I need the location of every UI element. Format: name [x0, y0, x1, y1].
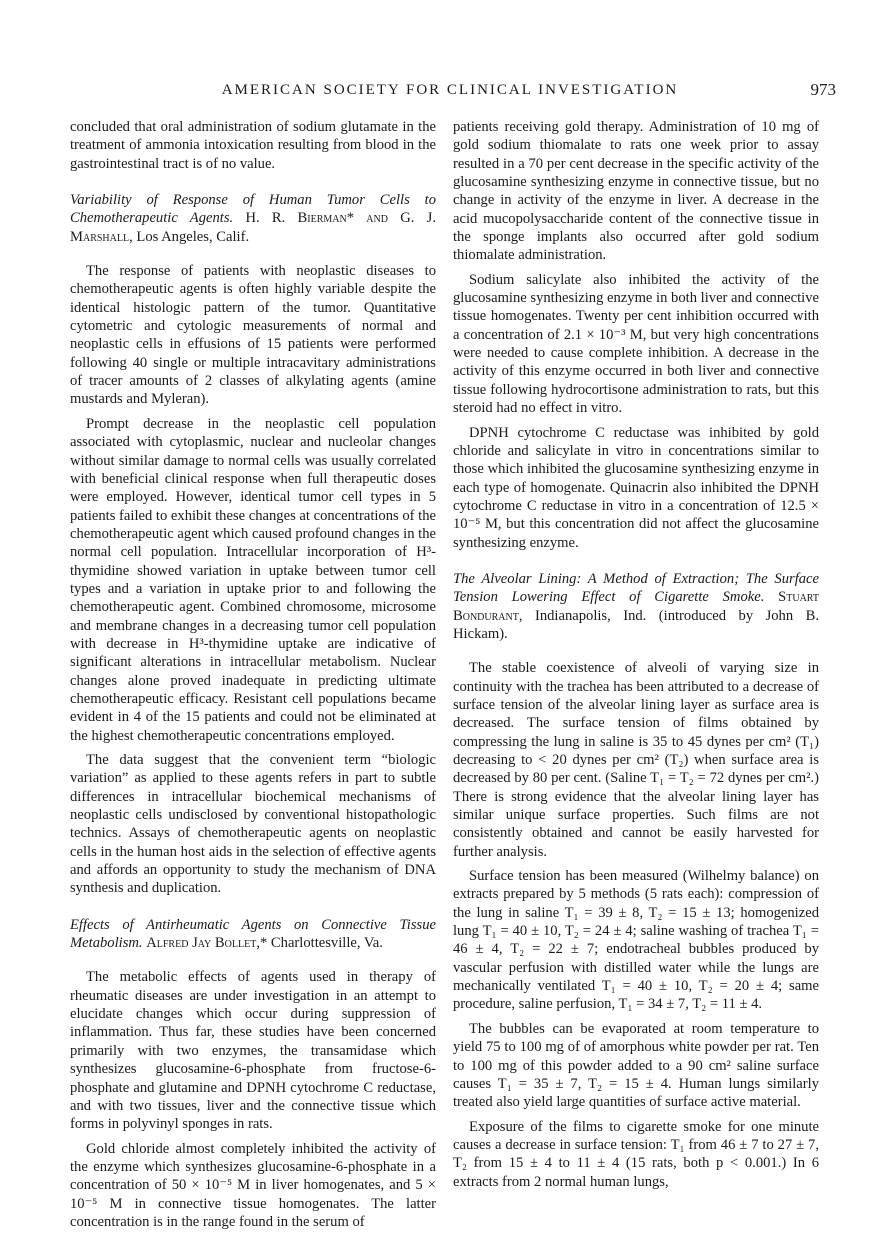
- abstract-heading: [453, 570, 819, 643]
- journal-title: AMERICAN SOCIETY FOR CLINICAL INVESTIGATION: [221, 82, 679, 98]
- paragraph: concluded that oral administration of sodium glutamate in the treatment of ammonia intoxication resulting from blood in the gastrointestinal tract is of no value.: [70, 119, 436, 172]
- paragraph: Exposure of the films to cigarette smoke for one minute causes a decrease in surface tension: T₁ from 46 ± 7 to 27 ± 7, T₂ from 15 ± 4 to 11 ± 4 (15 rats, both p < 0.001.) In 6 extracts from 2 normal human lungs,: [453, 1118, 819, 1190]
- paragraph: Sodium salicylate also inhibited the activity of the glucosamine synthesizing enzyme in both liver and connective tissue homogenates. Twenty per cent inhibition occurred with a concentration of 2.1 × 10⁻³ M, but very high concentrations were needed to cause complete inhibition. A decrease in the activity of this enzyme occurred in both liver and connective tissue following hydrocortisone administration to rats, but this steroid had no effect in vitro.: [453, 271, 819, 417]
- abstract-authors: Alfred Jay Bollet,*: [146, 935, 268, 952]
- abstract-authors: H. R. Bierman* and G. J. Marshall,: [70, 210, 437, 245]
- paragraph: The stable coexistence of alveoli of varying size in continuity with the trachea has been attributed to a decrease of surface tension of the alveolar lining layer as surface area is decreased. The surface tension of films obtained by compressing the lung in saline is 35 to 45 dynes per cm² (T₁) decreasing to < 20 dynes per cm² (T₂) when surface area is decreased by 80 per cent. (Saline T₁ = T₂ = 72 dynes per cm².) There is strong evidence that the alveolar lining layer has similar unique surface properties. Such films are not consistently obtained and cannot be easily harvested for further analysis.: [453, 660, 819, 860]
- abstract-title: Effects of Antirheumatic Agents on Connective Tissue Metabolism.: [70, 916, 436, 952]
- paragraph: The bubbles can be evaporated at room temperature to yield 75 to 100 mg of of amorphous white powder per rat. Ten to 100 mg of this powder added to a 90 cm² saline surface causes T₁ = 35 ± 7, T₂ = 15 ± 4. Human lungs similarly treated also yield large quantities of surface active material.: [453, 1020, 819, 1111]
- left-column: [70, 118, 436, 1237]
- paragraph: The metabolic effects of agents used in therapy of rheumatic diseases are under investigation in an attempt to elucidate changes which occur during suppression of inflammation. Thus far, these studies have been concerned primarily with two enzymes, the transamidase which synthesizes glucosamine-6-phosphate from fructose-6-phosphate and glutamine and DPNH cytochrome C reductase, and with two tissues, liver and the connective tissue which forms in polyvinyl sponges in rats.: [70, 969, 436, 1133]
- paragraph: Gold chloride almost completely inhibited the activity of the enzyme which synthesizes glucosamine-6-phosphate in a concentration of 50 × 10⁻⁵ M in liver homogenates, and 5 × 10⁻⁵ M in connective tissue homogenates. The latter concentration is in the range found in the serum of: [70, 1140, 436, 1230]
- running-header: [70, 80, 836, 104]
- abstract-title: The Alveolar Lining: A Method of Extraction; The Surface Tension Lowering Effect of Cigarette Smoke.: [453, 570, 819, 606]
- abstract-location: Charlottesville, Va.: [270, 935, 383, 952]
- abstract-authors: Stuart Bondurant,: [453, 589, 819, 624]
- abstract-location: Indianapolis, Ind. (introduced by John B. Hickam).: [453, 607, 819, 642]
- paragraph: Surface tension has been measured (Wilhelmy balance) on extracts prepared by 5 methods (5 rats each): compression of the lung in saline T₁ = 39 ± 8, T₂ = 15 ± 13; homogenized lung T₁ = 40 ± 10, T₂ = 24 ± 4; saline washing of trachea T₁ = 46 ± 4, T₂ = 22 ± 7; endotracheal bubbles produced by vascular perfusion with distilled water while the lungs are mechanically ventilated T₁ = 40 ± 10, T₂ = 20 ± 4; same procedure, saline perfusion, T₁ = 34 ± 7, T₂ = 11 ± 4.: [453, 868, 819, 1013]
- abstract-heading: [70, 191, 436, 246]
- paragraph: patients receiving gold therapy. Administration of 10 mg of gold sodium thiomalate to rats one week prior to assay resulted in a 70 per cent decrease in the specific activity of the glucosamine synthesizing enzyme in connective tissue, but no change in activity of the enzyme in liver. A decrease in the acid mucopolysaccharide content of the connective tissue in the sponge implants also occurred after gold sodium thiomalate administration.: [453, 119, 819, 264]
- paragraph: The response of patients with neoplastic diseases to chemotherapeutic agents is often highly variable despite the identical histologic pattern of the tumor. Quantitative cytometric and cytologic measurements of normal and neoplastic cells in effusions of 15 patients were performed following 40 single or multiple intracavitary administrations of tracer amounts of 2 classes of alkylating agents (amine mustards and Myleran).: [70, 263, 436, 408]
- paragraph: DPNH cytochrome C reductase was inhibited by gold chloride and salicylate in vitro in concentrations similar to those which inhibited the glucosamine synthesizing enzyme in each type of homogenate. Quinacrin also inhibited the DPNH cytochrome C reductase in vitro in a concentration of 12.5 × 10⁻⁵ M, but this concentration did not affect the glucosamine synthesizing enzyme.: [453, 424, 819, 551]
- abstract-title: Variability of Response of Human Tumor Cells to Chemotherapeutic Agents.: [70, 192, 436, 227]
- abstract-location: Los Angeles, Calif.: [136, 228, 250, 245]
- abstract-heading: [70, 916, 436, 953]
- page-number: 973: [810, 80, 836, 99]
- right-column: [453, 118, 819, 1197]
- paragraph: The data suggest that the convenient term “biologic variation” as applied to these agents refers in part to subtle differences in intracellular biochemical mechanisms of neoplastic cells undisclosed by conventional histopathologic technics. Assays of chemotherapeutic agents on neoplastic cells in the human host aids in the selection of effective agents and affords an opportunity to study the mechanism of DNA synthesis and duplication.: [70, 752, 436, 897]
- paragraph: Prompt decrease in the neoplastic cell population associated with cytoplasmic, nuclear and nucleolar changes without similar damage to normal cells was usually correlated with beneficial clinical response when full therapeutic doses were employed. However, identical tumor cell types in 5 patients failed to exhibit these changes at concentrations of the chemotherapeutic agent which caused profound changes in the normal cell population. Intracellular incorporation of H³-thymidine showed variation in uptake between tumor cell types and a variation in uptake prior to and following the chemotherapeutic agent. Combined chromosome, microsome and membrane changes in a decreasing tumor cell population with decrease in H³-thymidine uptake are indicative of significant alterations in intracellular metabolism. Nuclear changes alone proved inadequate in predicting ultimate chemotherapeutic efficacy. Resistant cell populations became evident in 4 of the 15 patients and could not be eliminated at the highest chemotherapeutic concentrations employed.: [70, 415, 436, 744]
